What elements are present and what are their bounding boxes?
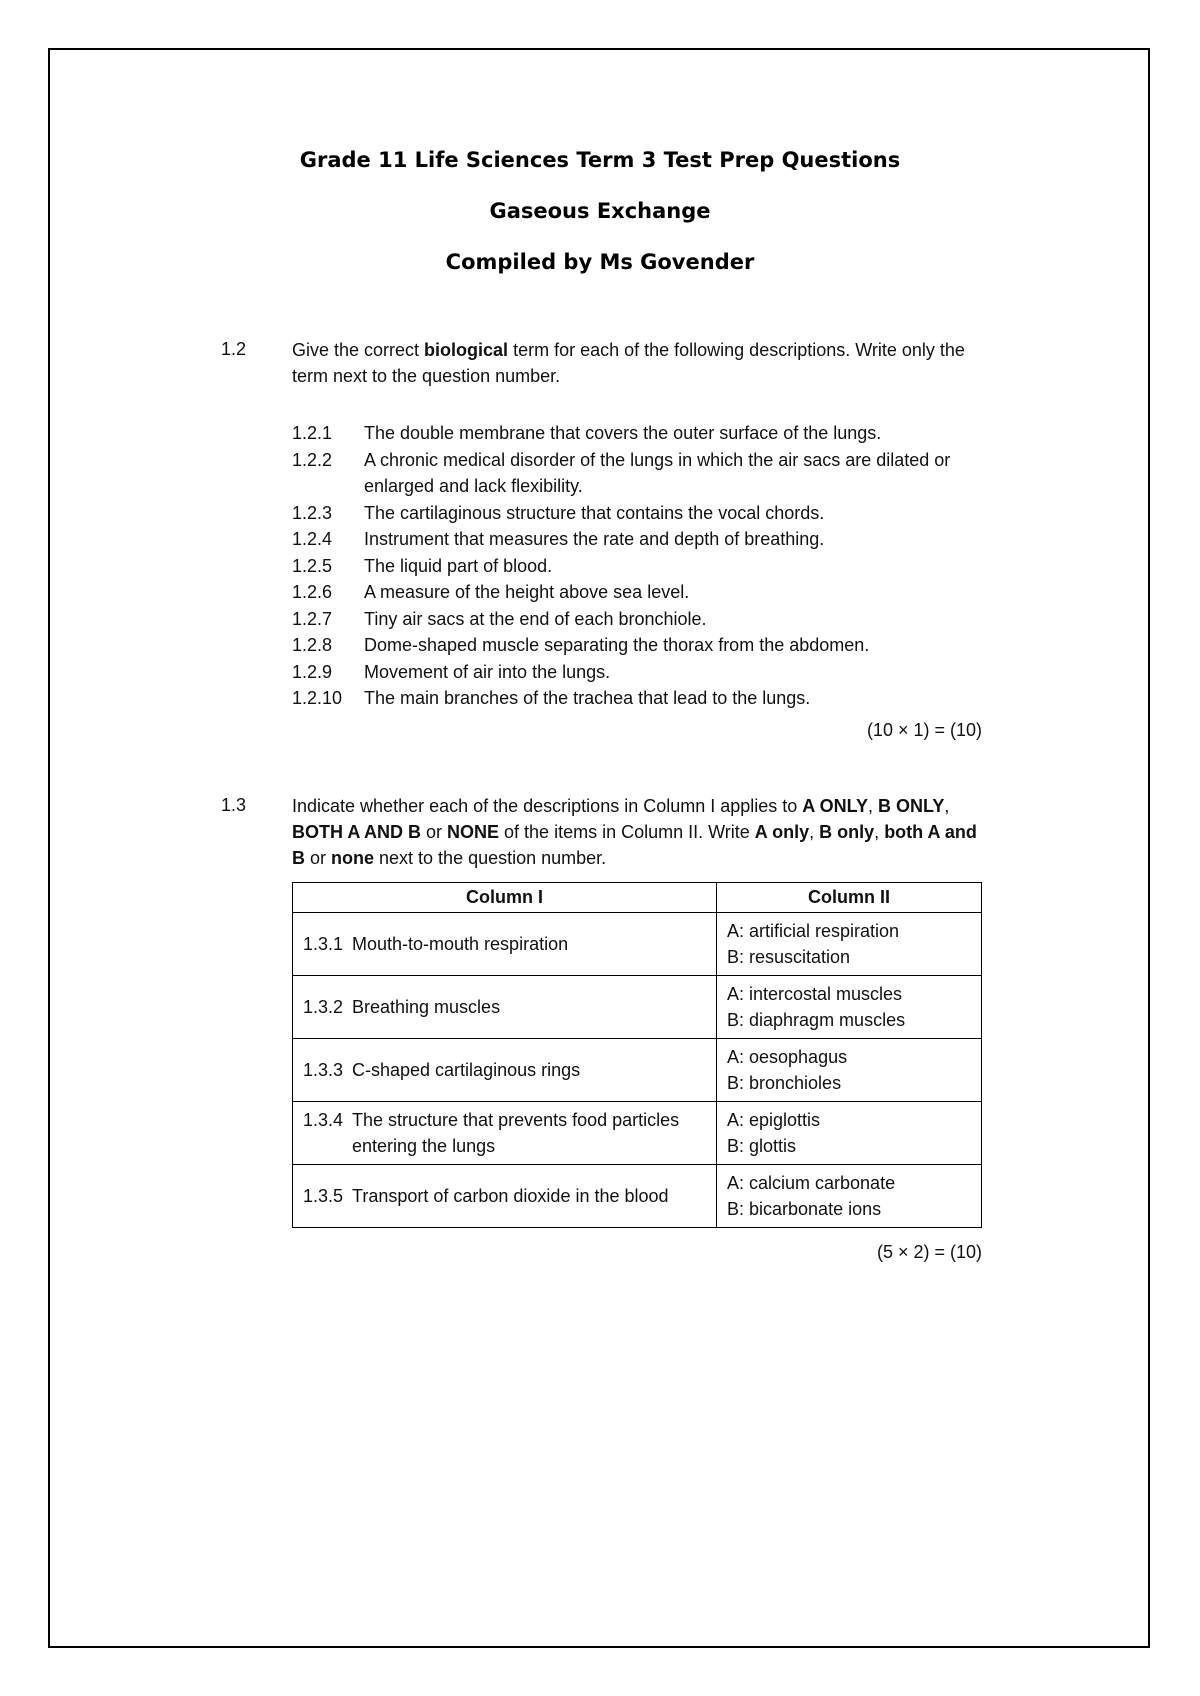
list-item [292,606,992,633]
row-number: 1.3.2 [303,997,344,1017]
document-title: Grade 11 Life Sciences Term 3 Test Prep Questions [299,148,901,172]
question-1-2-list [292,420,992,712]
instruction-bold: biological [424,340,509,360]
row-number: 1.3.4 [303,1110,344,1130]
instruction-text: , [809,822,820,842]
list-item [292,685,992,712]
item-text: The cartilaginous structure that contains the vocal chords. [364,502,825,523]
row-description: Breathing muscles [352,997,501,1017]
item-text: A chronic medical disorder of the lungs in which the air sacs are dilated or enlarged and lack flexibility. [364,449,951,496]
instruction-text: next to the question number. [374,848,607,868]
list-item [292,500,992,527]
table-row [293,1039,982,1102]
marks-1-2: (10 × 1) = (10) [866,720,982,740]
instruction-bold: both A and B [292,822,977,868]
instruction-bold: B only [819,822,875,842]
list-item [292,553,992,580]
instruction-text: , [867,796,878,816]
instruction-bold: BOTH A AND B [292,822,421,842]
item-number: 1.2.5 [292,555,333,576]
instruction-bold: A ONLY [802,796,868,816]
table-row [293,913,982,976]
description-cell [293,1039,717,1102]
instruction-text: , [874,822,885,842]
item-text: Instrument that measures the rate and depth of breathing. [364,529,825,549]
list-item [292,579,992,606]
row-description: Transport of carbon dioxide in the blood [352,1186,669,1206]
instruction-bold: none [331,848,375,868]
description-cell [293,976,717,1039]
instruction-text: of the items in Column II. Write [499,822,755,842]
option-a: A: epiglottis [727,1110,821,1130]
item-number: 1.2.3 [292,502,333,523]
item-text: Tiny air sacs at the end of each bronchiole. [364,608,707,629]
matching-table [292,882,982,1228]
table-row [293,1165,982,1228]
item-text: The double membrane that covers the outer surface of the lungs. [364,423,882,443]
description-cell [293,1102,717,1165]
instruction-bold: NONE [447,822,500,842]
question-number-1-3: 1.3 [221,795,247,815]
list-item [292,632,992,659]
item-text: Dome-shaped muscle separating the thorax from the abdomen. [364,635,870,655]
row-number: 1.3.1 [303,934,344,954]
options-cell [717,1039,982,1102]
item-number: 1.2.10 [292,688,343,708]
option-b: B: glottis [727,1136,797,1156]
option-b: B: resuscitation [727,947,851,967]
item-number: 1.2.2 [292,449,333,470]
row-number: 1.3.3 [303,1060,344,1080]
item-text: The main branches of the trachea that lead to the lungs. [364,688,811,708]
list-item [292,447,992,500]
compiler-line: Compiled by Ms Govender [445,250,755,274]
item-number: 1.2.7 [292,608,333,629]
instruction-bold: B ONLY [878,796,945,816]
options-cell [717,913,982,976]
instruction-text: Indicate whether each of the descriptions in Column I applies to [292,796,803,816]
instruction-text: term for each of the following descriptions. Write only the term next to the question number. [292,340,965,386]
table-row [293,1102,982,1165]
option-b: B: diaphragm muscles [727,1010,906,1030]
table-header-row [293,883,982,913]
table-row [293,976,982,1039]
option-b: B: bronchioles [727,1073,842,1093]
option-a: A: calcium carbonate [727,1173,896,1193]
option-a: A: artificial respiration [727,921,900,941]
instruction-text: Give the correct [292,340,425,360]
question-1-3-instruction [292,793,982,871]
item-number: 1.2.1 [292,423,333,443]
instruction-text: or [305,848,332,868]
item-number: 1.2.6 [292,582,333,602]
list-item [292,659,992,686]
item-number: 1.2.8 [292,635,333,655]
row-description: Mouth-to-mouth respiration [352,934,569,954]
item-text: The liquid part of blood. [364,555,553,576]
question-1-2-instruction [292,337,982,389]
item-number: 1.2.4 [292,529,333,549]
marks-1-3: (5 × 2) = (10) [876,1242,982,1262]
option-a: A: intercostal muscles [727,984,903,1004]
column-2-header: Column II [717,883,982,913]
description-cell [293,1165,717,1228]
instruction-text: , [944,796,950,816]
list-item [292,420,992,447]
row-number: 1.3.5 [303,1186,344,1206]
option-b: B: bicarbonate ions [727,1199,882,1219]
item-text: A measure of the height above sea level. [364,582,690,602]
instruction-bold: A only [754,822,810,842]
options-cell [717,1102,982,1165]
list-item [292,526,992,553]
instruction-text: or [421,822,448,842]
question-number-1-2: 1.2 [221,339,247,359]
topic-heading: Gaseous Exchange [489,199,711,223]
item-number: 1.2.9 [292,661,333,682]
description-cell [293,913,717,976]
option-a: A: oesophagus [727,1047,848,1067]
column-1-header: Column I [293,883,717,913]
row-description: C-shaped cartilaginous rings [352,1060,581,1080]
options-cell [717,1165,982,1228]
row-description: The structure that prevents food particles entering the lungs [352,1110,680,1156]
options-cell [717,976,982,1039]
item-text: Movement of air into the lungs. [364,661,611,682]
